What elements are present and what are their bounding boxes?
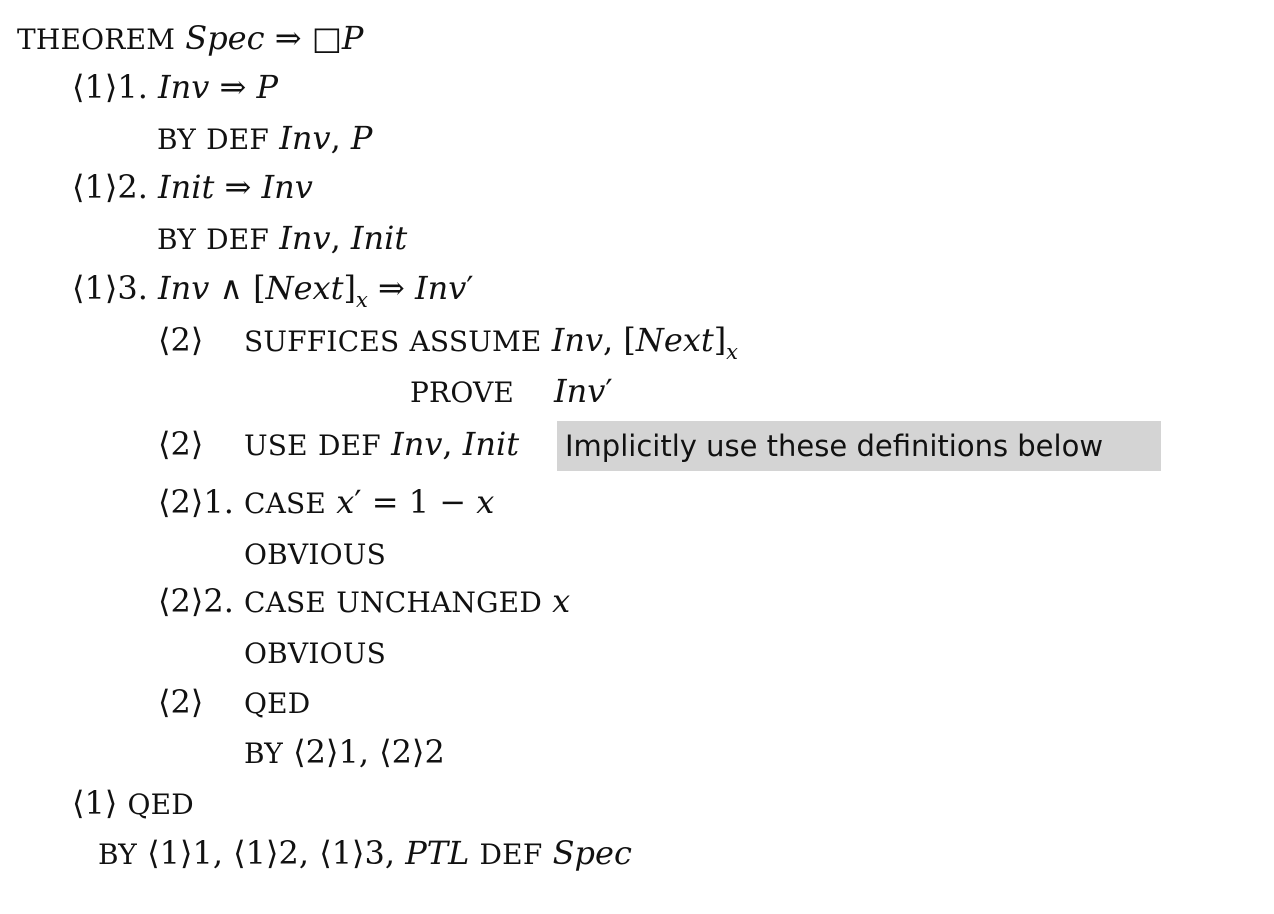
final-by-line	[98, 833, 632, 873]
step-ref: ⟨1⟩2	[233, 834, 299, 872]
step-ref: ⟨2⟩1	[293, 733, 359, 771]
inv-identifier: Inv	[554, 372, 606, 410]
step-2-2-label	[158, 581, 234, 621]
proof-by-def-line	[157, 218, 407, 258]
def-keyword: DEF	[479, 838, 543, 871]
step-label: ⟨2⟩1.	[158, 483, 234, 521]
qed-step-label	[158, 682, 203, 722]
inv-identifier: Inv	[279, 219, 331, 257]
left-bracket: [	[623, 321, 636, 359]
implies-symbol: ⇒	[219, 68, 247, 106]
right-bracket: ]	[343, 269, 356, 307]
comma: ,	[384, 834, 396, 872]
step-label: ⟨2⟩	[158, 321, 204, 359]
comma: ,	[358, 733, 369, 771]
prime-symbol: ′	[354, 483, 362, 521]
p-identifier: P	[350, 119, 373, 157]
def-keyword: DEF	[318, 429, 381, 462]
inv-identifier: Inv	[551, 321, 604, 359]
number-one: 1	[408, 483, 430, 521]
comma: ,	[330, 119, 341, 157]
comma: ,	[212, 834, 223, 872]
implies-symbol: ⇒	[224, 168, 252, 206]
prove-keyword: PROVE	[410, 376, 515, 409]
case-keyword: CASE	[244, 586, 327, 619]
obvious-line	[244, 533, 386, 573]
inv-identifier: Inv	[261, 168, 313, 206]
step-label: ⟨2⟩	[158, 425, 204, 463]
step-label: ⟨1⟩2.	[72, 168, 148, 206]
suffices-assume-body	[244, 320, 739, 364]
obvious-keyword: OBVIOUS	[244, 538, 386, 571]
x-identifier: x	[336, 483, 355, 521]
next-identifier: Next	[635, 321, 714, 359]
step-label: ⟨1⟩	[72, 784, 118, 822]
p-identifier: P	[341, 19, 364, 57]
step-1-2-line	[72, 167, 313, 207]
obvious-keyword: OBVIOUS	[244, 637, 386, 670]
p-identifier: P	[256, 68, 279, 106]
prime-symbol: ′	[466, 269, 474, 307]
step-ref: ⟨2⟩2	[379, 733, 445, 771]
spec-identifier: Spec	[185, 19, 265, 57]
implies-symbol: ⇒	[274, 19, 302, 57]
annotation-highlight: Implicitly use these definitions below	[557, 421, 1161, 471]
case-line	[244, 482, 494, 522]
qed-keyword: QED	[244, 687, 311, 720]
use-keyword: USE	[244, 429, 308, 462]
equals-symbol: =	[371, 483, 399, 521]
inv-identifier: Inv	[279, 119, 331, 157]
theorem-keyword: THEOREM	[17, 23, 176, 56]
suffices-line	[158, 320, 203, 360]
unchanged-keyword: UNCHANGED	[336, 586, 542, 619]
comma: ,	[330, 219, 341, 257]
step-label: ⟨1⟩1.	[72, 68, 148, 106]
case-unchanged-line	[244, 581, 570, 621]
assume-keyword: ASSUME	[409, 325, 542, 358]
subscript-x: x	[355, 288, 368, 312]
obvious-line	[244, 632, 386, 672]
step-ref: ⟨1⟩3	[319, 834, 385, 872]
x-identifier: x	[476, 483, 495, 521]
def-keyword: DEF	[206, 223, 270, 256]
prime-symbol: ′	[605, 372, 613, 410]
inv-identifier: Inv	[414, 269, 467, 307]
by-keyword: BY	[157, 123, 196, 156]
suffices-keyword: SUFFICES	[244, 325, 400, 358]
ptl-identifier: PTL	[405, 834, 470, 872]
prove-line	[410, 371, 514, 411]
and-symbol: ∧	[219, 269, 243, 307]
step-2-1-label	[158, 482, 234, 522]
qed-keyword: QED	[127, 788, 194, 821]
right-bracket: ]	[713, 321, 727, 359]
subscript-x: x	[726, 340, 739, 364]
x-identifier: x	[552, 582, 571, 620]
step-label: ⟨2⟩2.	[158, 582, 234, 620]
by-keyword: BY	[157, 223, 196, 256]
comma: ,	[442, 425, 453, 463]
def-keyword: DEF	[206, 123, 270, 156]
inv-identifier: Inv	[158, 68, 210, 106]
step-label: ⟨1⟩3.	[72, 269, 148, 307]
step-ref: ⟨1⟩1	[147, 834, 213, 872]
by-keyword: BY	[98, 838, 137, 871]
prove-goal	[554, 371, 613, 411]
minus-symbol: −	[439, 483, 467, 521]
init-identifier: Init	[462, 425, 520, 463]
qed-line	[244, 682, 310, 722]
inv-identifier: Inv	[391, 425, 443, 463]
step-label: ⟨2⟩	[158, 683, 204, 721]
theorem-line	[17, 18, 363, 58]
comma: ,	[603, 321, 614, 359]
step-1-1-line	[72, 67, 278, 107]
by-refs-line	[244, 732, 445, 772]
comma: ,	[298, 834, 310, 872]
init-identifier: Init	[158, 168, 215, 206]
by-keyword: BY	[244, 737, 283, 770]
inv-identifier: Inv	[158, 269, 210, 307]
use-def-line	[244, 424, 519, 464]
spec-identifier: Spec	[552, 834, 632, 872]
always-box-symbol: □	[311, 19, 342, 57]
step-1-3-line	[72, 268, 474, 312]
proof-by-def-line	[157, 118, 372, 158]
init-identifier: Init	[350, 219, 408, 257]
use-def-step-label	[158, 424, 203, 464]
implies-symbol: ⇒	[377, 269, 405, 307]
final-qed-line	[72, 783, 194, 823]
left-bracket: [	[253, 269, 266, 307]
case-keyword: CASE	[244, 487, 327, 520]
next-identifier: Next	[265, 269, 344, 307]
